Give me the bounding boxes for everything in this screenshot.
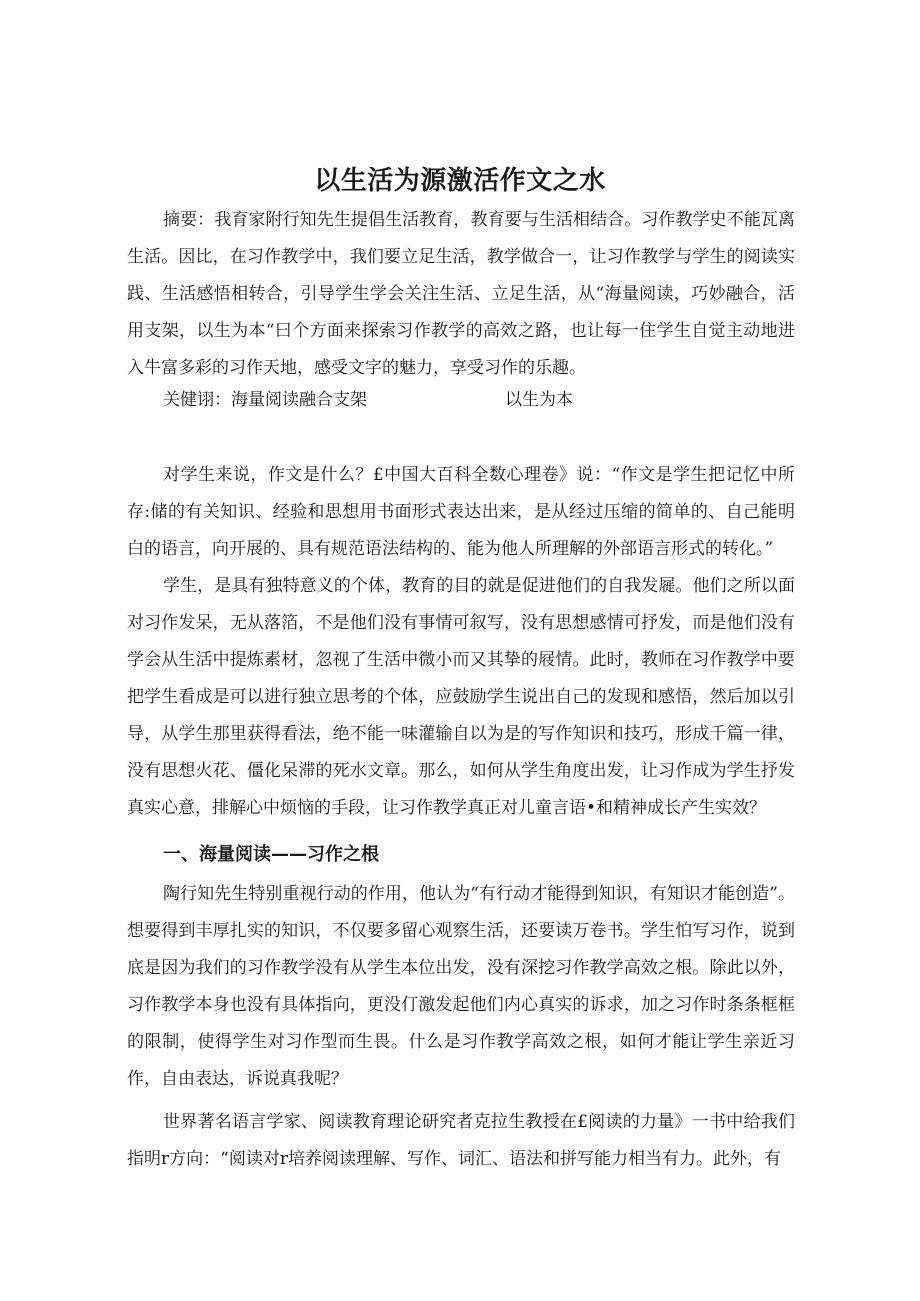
keywords-line xyxy=(163,386,573,414)
body-paragraph-4: 世界著名语言学家、阅读教育理论研究者克拉生教授在£阅读的力量》一书中给我们指明r方向：“阅读对r培养阅读理解、写作、词汇、语法和拼写能力相当有力。此外，有 xyxy=(127,1112,795,1169)
body-paragraph-2: 学生，是具有独特意义的个体，教育的目的就是促进他们的自我发屣。他们之所以面对习作发呆，无从落箔，不是他们没有事情可叙写，没有思想感情可抒发，而是他们没有学会从生活中提炼素材，忽视了生活中微小而又其挚的屐情。此时，教师在习作教学中要把学生看成是可以进行独立思考的个体，应鼓励学生说出自己的发现和感悟，然后加以引导，从学生那里获得看法，绝不能一味灌输自以为是的写作知识和技巧，形成千篇一律，没有思想火花、僵化呆滞的死水文章。那么，如何从学生角度出发，让习作成为学生抒发真实心意，排解心中烦恼的手段，让习作教学真正对儿童言语•和精神成长产生实效？ xyxy=(127,576,795,818)
keywords-tail: 以生为本 xyxy=(505,390,573,410)
body-paragraph-1: 对学生来说，作文是什么？£中国大百科全数心理卷》说：“作文是学生把记忆中所存:储的有关知识、经验和思想用书面形式表达出来，是从经过压缩的简单的、自己能明白的语言，向开展的、具有规范语法结构的、能为他人所理解的外部语言形式的转化。” xyxy=(127,465,795,559)
document-title: 以生活为源激活作文之水 xyxy=(314,166,606,196)
body-paragraph-3: 陶行知先生特别重视行动的作用，他认为“有行动才能得到知识，有知识才能创造”。想要得到丰厚扎实的知识，不仅要多留心观察生活，还要读万卷书。学生怕写习作，说到底是因为我们的习作教学没有从学生本位出发，没有深挖习作教学高效之根。除此以外，习作教学本身也没有具体指向，更没仃激发起他们内心真实的诉求，加之习作时条条框框的限制，使得学生对习作型而生畏。什么是习作教学高效之根，如何才能让学生亲近习作，自由表达，诉说真我呢？ xyxy=(127,884,795,1089)
section-heading-1: 一、海量阅读——习作之根 xyxy=(163,844,379,865)
abstract-paragraph: 摘要：我育家附行知先生提倡生活教育，教育要与生活相结合。习作教学史不能瓦离生活。因比，在习作教学中，我们要立足生活，教学做合一，让习作教学与学生的阅读实践、生活感悟相转合，引导学生学会关注生活、立足生活，从“海量阅读，巧妙融合，活用支架，以生为本“曰个方面来探索习作教学的高效之路，也让每一住学生自觉主动地进入牛富多彩的习作天地，感受文字的魅力，享受习作的乐趣。 xyxy=(127,210,795,378)
keywords-label: 关健诩：海量阅读融合支架 xyxy=(163,390,367,410)
